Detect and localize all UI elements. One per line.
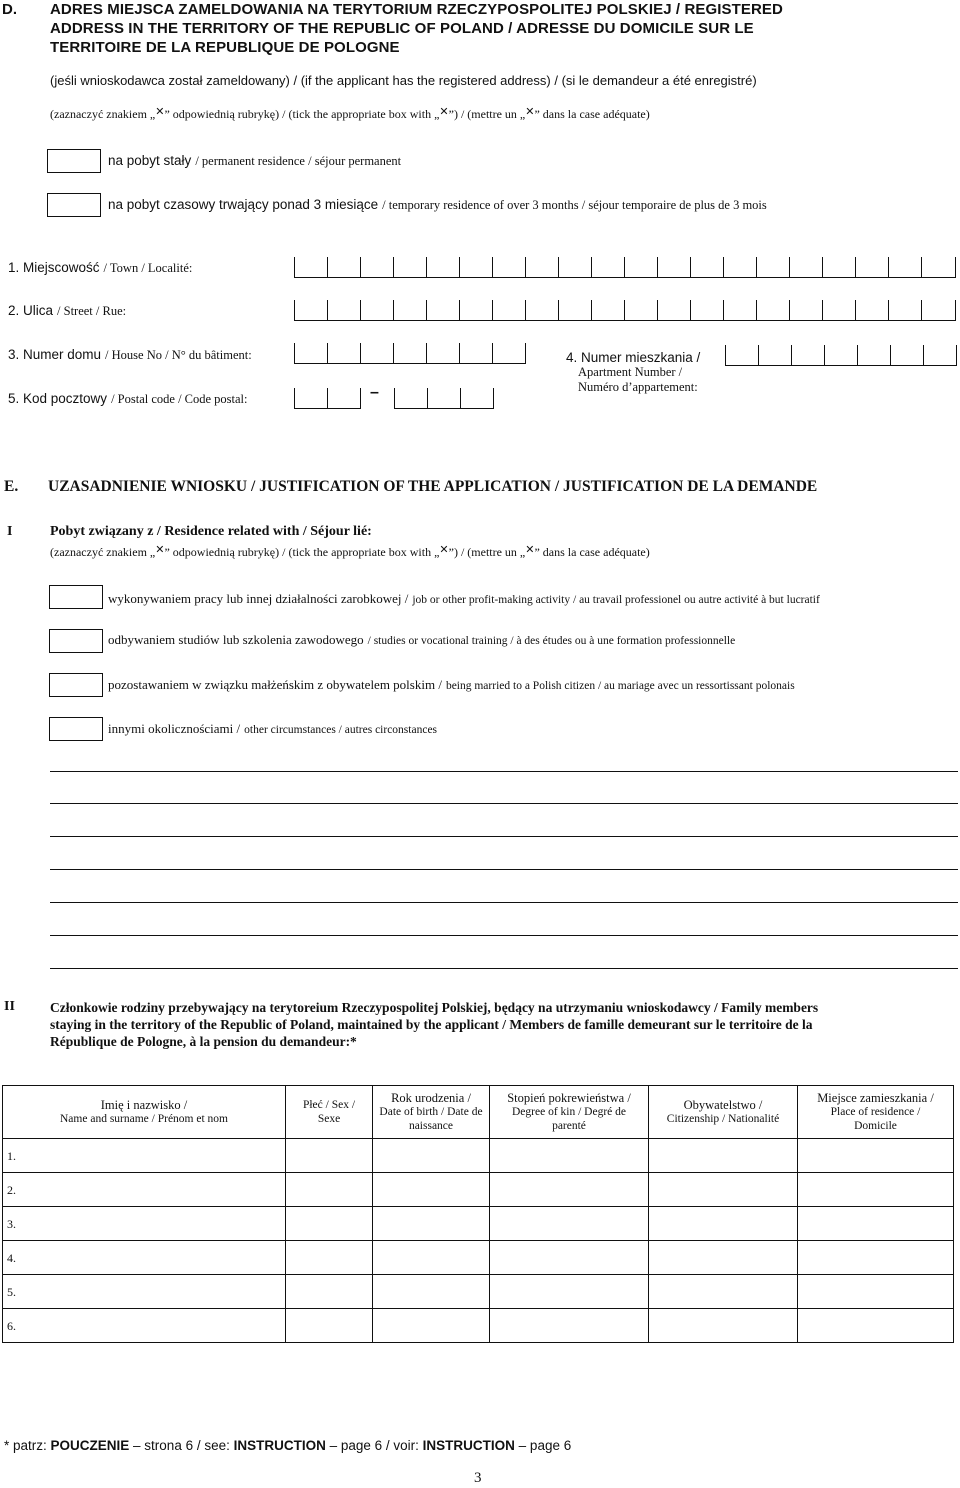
justification-line-2[interactable] (50, 803, 958, 804)
label-house-number: 3. Numer domu / House No / N° du bâtiment: (8, 347, 252, 362)
label-apartment-number: 4. Numer mieszkania / Apartment Number / Numéro d’appartement: (566, 350, 701, 394)
postal-code-part1-input[interactable] (294, 388, 361, 409)
registered-note: (jeśli wnioskodawca został zameldowany) / (if the applicant has the registered address) / (si le demandeur a été enregistré) (50, 73, 757, 88)
x-mark-icon: ✕ (525, 105, 535, 118)
section-d-title-line3: TERRITOIRE DE LA REPUBLIQUE DE POLOGNE (50, 39, 400, 56)
justification-line-7[interactable] (50, 968, 958, 969)
street-input[interactable] (294, 300, 956, 321)
x-mark-icon: ✕ (155, 543, 165, 556)
header-name: Imię i nazwisko / Name and surname / Prénom et nom (3, 1086, 286, 1139)
part-1-number: I (7, 524, 13, 539)
label-studies: odbywaniem studiów lub szkolenia zawodowego / studies or vocational training / à des études ou à une formation professionnelle (108, 632, 736, 647)
postal-code-part2-input[interactable] (394, 388, 494, 409)
header-degree-of-kin: Stopień pokrewieństwa / Degree of kin / Degré de parenté (490, 1086, 649, 1139)
section-d-title-line2: ADDRESS IN THE TERRITORY OF THE REPUBLIC OF POLAND / ADRESSE DU DOMICILE SUR LE (50, 20, 754, 37)
x-mark-icon: ✕ (439, 105, 449, 118)
tick-instruction-e: (zaznaczyć znakiem „✕” odpowiednią rubrykę) / (tick the appropriate box with „✕”) / (mettre un „✕” dans la case adéquate) (50, 543, 650, 559)
header-residence: Miejsce zamieszkania / Place of residence / Domicile (798, 1086, 954, 1139)
table-row[interactable]: 1. (3, 1139, 954, 1173)
table-row[interactable]: 6. (3, 1309, 954, 1343)
town-input[interactable] (294, 257, 956, 278)
justification-line-6[interactable] (50, 935, 958, 936)
header-citizenship: Obywatelstwo / Citizenship / Nationalité (649, 1086, 798, 1139)
x-mark-icon: ✕ (525, 543, 535, 556)
label-other: innymi okolicznościami / other circumstances / autres circonstances (108, 721, 438, 736)
label-work: wykonywaniem pracy lub innej działalności zarobkowej / job or other profit-making activity / au travail professionel ou autre activité à but lucratif (108, 591, 820, 606)
family-members-table (2, 1085, 954, 1343)
checkbox-marriage[interactable] (49, 673, 103, 697)
part-2-title: Członkowie rodziny przebywający na terytoreium Rzeczypospolitej Polskiej, będący na utrzymaniu wnioskodawcy / Family members staying in the territory of the Republic of Poland, maintained by the applicant / Members de famille demeurant sur le territoire de la République de Pologne, à la pension du demandeur:* (50, 1000, 819, 1049)
page-number: 3 (474, 1470, 482, 1486)
checkbox-permanent-residence[interactable] (47, 149, 101, 173)
section-e-letter: E. (4, 478, 19, 495)
postal-code-dash: – (370, 384, 379, 401)
justification-line-4[interactable] (50, 869, 958, 870)
table-row[interactable]: 4. (3, 1241, 954, 1275)
checkbox-other[interactable] (49, 717, 103, 741)
table-row[interactable]: 3. (3, 1207, 954, 1241)
footnote: * patrz: POUCZENIE – strona 6 / see: INSTRUCTION – page 6 / voir: INSTRUCTION – page 6 (4, 1438, 572, 1453)
x-mark-icon: ✕ (155, 105, 165, 118)
apartment-number-input[interactable] (725, 345, 957, 366)
checkbox-temporary-residence[interactable] (47, 193, 101, 217)
header-sex: Płeć / Sex / Sexe (286, 1086, 373, 1139)
section-d-title-line1: ADRES MIEJSCA ZAMELDOWANIA NA TERYTORIUM RZECZYPOSPOLITEJ POLSKIEJ / REGISTERED (50, 1, 783, 18)
label-marriage: pozostawaniem w związku małżeńskim z obywatelem polskim / being married to a Polish citizen / au mariage avec un ressortissant polonais (108, 677, 795, 692)
house-number-input[interactable] (294, 343, 526, 364)
part-1-title: Pobyt związany z / Residence related with / Séjour lié: (50, 524, 372, 539)
label-street: 2. Ulica / Street / Rue: (8, 303, 127, 318)
justification-line-1[interactable] (50, 771, 958, 772)
table-row[interactable]: 5. (3, 1275, 954, 1309)
x-mark-icon: ✕ (439, 543, 449, 556)
label-permanent-residence: na pobyt stały / permanent residence / séjour permanent (108, 153, 402, 168)
justification-line-5[interactable] (50, 902, 958, 903)
table-header-row (3, 1086, 954, 1139)
table-row[interactable]: 2. (3, 1173, 954, 1207)
checkbox-work[interactable] (49, 585, 103, 609)
label-temporary-residence: na pobyt czasowy trwający ponad 3 miesiące / temporary residence of over 3 months / séjour temporaire de plus de 3 mois (108, 197, 767, 212)
section-e-title: UZASADNIENIE WNIOSKU / JUSTIFICATION OF THE APPLICATION / JUSTIFICATION DE LA DEMANDE (48, 478, 818, 495)
part-2-number: II (4, 999, 15, 1014)
section-d-letter: D. (2, 1, 18, 18)
header-birth-date: Rok urodzenia / Date of birth / Date de naissance (373, 1086, 490, 1139)
label-postal-code: 5. Kod pocztowy / Postal code / Code postal: (8, 391, 248, 406)
tick-instruction-d: (zaznaczyć znakiem „✕” odpowiednią rubrykę) / (tick the appropriate box with „✕”) / (mettre un „✕” dans la case adéquate) (50, 105, 650, 121)
checkbox-studies[interactable] (49, 629, 103, 653)
justification-line-3[interactable] (50, 836, 958, 837)
label-town: 1. Miejscowość / Town / Localité: (8, 260, 193, 275)
